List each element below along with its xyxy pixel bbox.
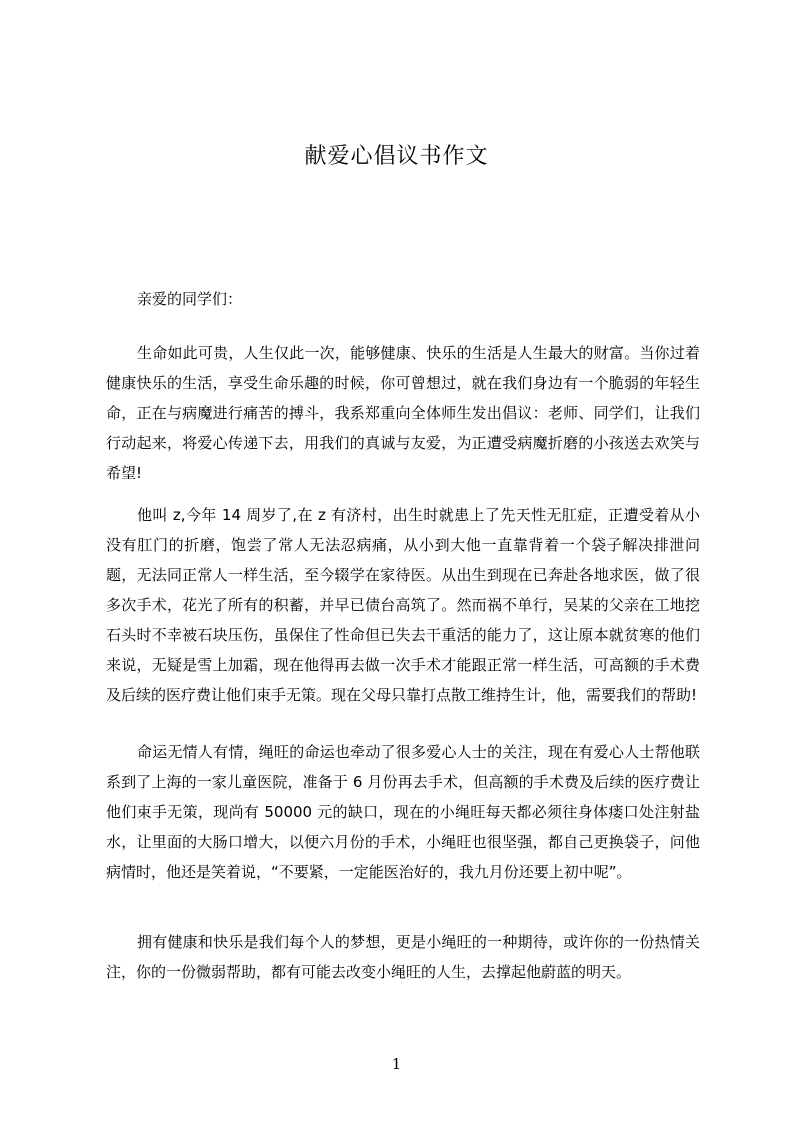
salutation: 亲爱的同学们： [137, 290, 243, 308]
paragraph-3: 命运无情人有情，绳旺的命运也牵动了很多爱心人士的关注，现在有爱心人士帮他联系到了上海的一家儿童医院，准备于 6 月份再去手术，但高额的手术费及后续的医疗费让他们束手无策，现尚有 50000 元的缺口，现在的小绳旺每天都必须往身体瘘口处注射盐水，让里面的大肠口增大，以便六月份的手术，小绳旺也很坚强，都自己更换袋子，问他病情时，他还是笑着说，“不要紧，一定能医治好的，我九月份还要上初中呢”。 [106, 743, 700, 881]
document-title: 献爱心倡议书作文 [304, 144, 489, 169]
paragraph-1: 生命如此可贵，人生仅此一次，能够健康、快乐的生活是人生最大的财富。当你过着健康快乐的生活，享受生命乐趣的时候，你可曾想过，就在我们身边有一个脆弱的年轻生命，正在与病魔进行痛苦的搏斗，我系郑重向全体师生发出倡议：老师、同学们，让我们行动起来，将爱心传递下去，用我们的真诚与友爱，为正遭受病魔折磨的小孩送去欢笑与希望! [106, 344, 700, 482]
paragraph-2: 他叫 z,今年 14 周岁了,在 z 有济村，出生时就患上了先天性无肛症，正遭受着从小没有肛门的折磨，饱尝了常人无法忍病痛，从小到大他一直靠背着一个袋子解决排泄问题，无法同正常人一样生活，至今辍学在家待医。从出生到现在已奔赴各地求医，做了很多次手术，花光了所有的积蓄，并早已债台高筑了。然而祸不单行，吴某的父亲在工地挖石头时不幸被石块压伤，虽保住了性命但已失去干重活的能力了，这让原本就贫寒的他们来说，无疑是雪上加霜，现在他得再去做一次手术才能跟正常一样生活，可高额的手术费及后续的医疗费让他们束手无策。现在父母只靠打点散工维持生计，他，需要我们的帮助! [106, 506, 700, 704]
page-number: 1 [391, 1055, 402, 1073]
paragraph-4: 拥有健康和快乐是我们每个人的梦想，更是小绳旺的一种期待，或许你的一份热情关注，你的一份微弱帮助，都有可能去改变小绳旺的人生，去撑起他蔚蓝的明天。 [106, 933, 700, 981]
